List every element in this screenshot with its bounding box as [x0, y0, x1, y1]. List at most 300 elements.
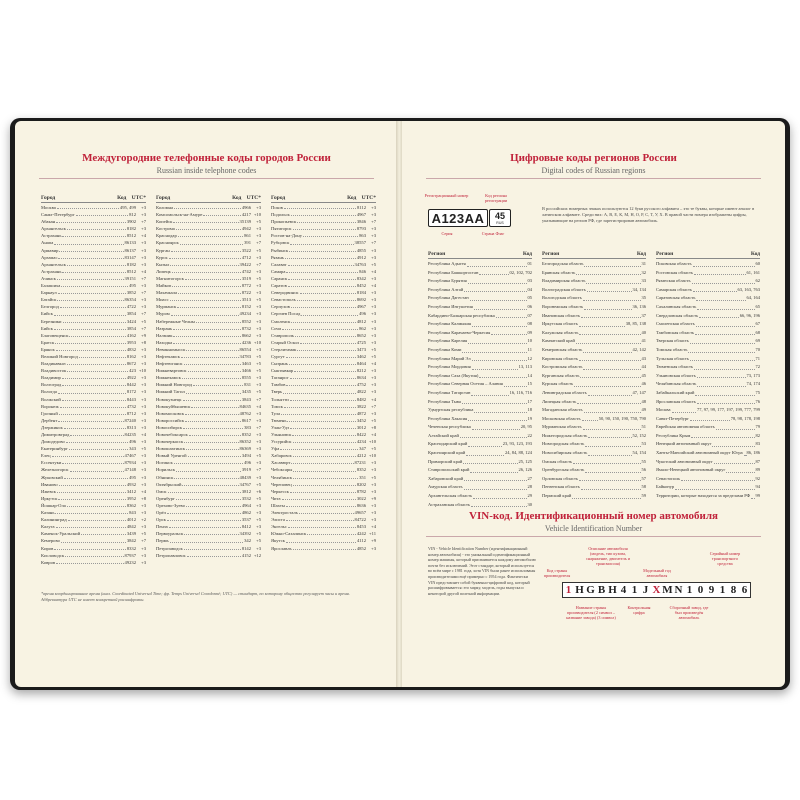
leader-dots	[468, 283, 527, 284]
leader-dots	[280, 449, 358, 450]
phone-code-row	[156, 481, 261, 488]
region-name: Магаданская область	[542, 407, 583, 413]
phone-code-row	[41, 367, 146, 374]
phone-code-row	[271, 360, 376, 367]
phone-code: 4872	[356, 410, 366, 416]
phone-code-row	[271, 374, 376, 381]
city-name: Хасавюрт	[271, 460, 291, 466]
leader-dots	[471, 506, 527, 507]
leader-dots	[182, 485, 238, 486]
phone-code: 831	[244, 382, 251, 388]
phone-code: 4932	[126, 481, 136, 487]
utc-offset: +3	[371, 304, 376, 310]
leader-dots	[583, 352, 631, 353]
city-name: Балашиха	[41, 283, 61, 289]
leader-dots	[67, 265, 126, 266]
region-column-header	[542, 251, 646, 259]
leader-dots	[574, 386, 640, 387]
region-name: Астраханская область	[428, 501, 470, 507]
city-name: Белгород	[41, 304, 59, 310]
utc-offset: +5	[371, 261, 376, 267]
leader-dots	[57, 300, 123, 301]
leader-dots	[474, 412, 526, 413]
phone-code: 3522	[241, 247, 251, 253]
leader-dots	[288, 265, 354, 266]
region-column-header	[428, 251, 532, 259]
region-name: Рязанская область	[656, 278, 691, 284]
utc-offset: +3	[256, 382, 261, 388]
utc-offset: +10	[138, 368, 146, 374]
region-name: Ульяновская область	[656, 372, 696, 378]
region-name: Республика Адыгея	[428, 261, 466, 266]
leader-dots	[69, 449, 128, 450]
city-name: Элиста	[271, 517, 285, 523]
phone-code-row	[156, 417, 261, 424]
leader-dots	[474, 309, 527, 310]
region-row	[542, 406, 646, 415]
region-code: 17	[527, 398, 532, 404]
utc-offset: +5	[256, 247, 261, 253]
region-code: 44	[641, 364, 646, 370]
region-name: Архангельская область	[428, 493, 473, 499]
leader-dots	[186, 506, 241, 507]
header-utc: UTC*	[131, 195, 146, 201]
leader-dots	[67, 506, 126, 507]
leader-dots	[181, 357, 239, 358]
region-code: 71	[755, 355, 760, 361]
utc-offset: +5	[371, 417, 376, 423]
phone-code: 496	[244, 460, 251, 466]
phone-code: 3532	[241, 495, 251, 501]
label-country-flag: Страна Флаг	[481, 231, 505, 236]
leader-dots	[582, 420, 598, 421]
phone-code: 495, 499	[119, 205, 136, 210]
leader-dots	[60, 307, 126, 308]
phone-code-row	[271, 289, 376, 296]
leader-dots	[714, 463, 755, 464]
city-name: Смоленск	[271, 318, 291, 324]
city-name: Находка	[156, 339, 173, 345]
phone-code: 8482	[356, 396, 366, 402]
region-row	[542, 372, 646, 381]
region-name: Кабардино-Балкарская республика	[428, 312, 495, 318]
phone-code-row	[41, 488, 146, 495]
header-city: Город	[41, 195, 56, 201]
city-name: Абакан	[41, 219, 56, 225]
phone-code-row	[156, 381, 261, 388]
region-row	[428, 269, 532, 278]
phone-code: 48762	[239, 410, 251, 416]
region-row	[656, 466, 760, 475]
phone-code-row	[41, 239, 146, 246]
phone-code: 4922	[126, 375, 136, 381]
phone-code: 8652	[356, 332, 366, 338]
region-name: Новосибирская область	[542, 450, 588, 456]
utc-offset: +7	[141, 219, 146, 225]
leader-dots	[464, 489, 527, 490]
phone-code: 87937	[124, 552, 136, 558]
phone-code-row	[156, 396, 261, 403]
city-name: Тверь	[271, 389, 283, 395]
utc-offset: +4	[371, 432, 376, 437]
region-code: 18	[527, 407, 532, 413]
region-name: Республика Мордовия	[428, 364, 471, 370]
phone-code-row	[271, 410, 376, 417]
phone-code: 495	[129, 283, 136, 289]
phone-column-1	[41, 195, 146, 566]
region-code: 74, 174	[746, 381, 760, 387]
phone-code: 8512	[126, 268, 136, 274]
leader-dots	[472, 360, 527, 361]
phone-code-row	[271, 523, 376, 530]
phone-code-row	[41, 303, 146, 310]
leader-dots	[59, 414, 126, 415]
phone-code-row	[271, 516, 376, 523]
phone-code-row	[271, 204, 376, 211]
region-row	[428, 337, 532, 346]
phone-code: 8692	[356, 297, 366, 303]
utc-offset: +5	[256, 353, 261, 359]
region-name: Тульская область	[656, 355, 689, 361]
city-name: Нефтекамск	[156, 353, 180, 359]
leader-dots	[184, 442, 238, 443]
phone-code: 3919	[241, 467, 251, 473]
utc-offset: +3	[256, 432, 261, 437]
phone-code-row	[41, 310, 146, 317]
leader-dots	[291, 215, 356, 216]
region-code: 89	[755, 467, 760, 473]
phone-code-row	[271, 445, 376, 452]
phone-code: 861	[244, 233, 251, 239]
phone-code: 8152	[241, 304, 251, 310]
utc-offset: +3	[141, 396, 146, 402]
region-row	[656, 458, 760, 467]
phone-code-row	[41, 403, 146, 410]
utc-offset: +4	[371, 283, 376, 289]
vin-char: B	[597, 584, 606, 596]
vin-label-assembly-plant: Сборочный завод, где был произведён автомобиль	[669, 605, 709, 620]
region-code: 24, 84, 88, 124	[505, 450, 532, 456]
city-name: Киров	[41, 545, 54, 551]
phone-code: 3843	[241, 396, 251, 402]
city-name: Новошахтинск	[156, 446, 186, 452]
utc-offset: +3	[141, 474, 146, 480]
region-name: Республика Северная Осетия – Алания	[428, 381, 503, 387]
region-row	[656, 286, 760, 295]
city-name: Октябрьский	[156, 481, 182, 487]
utc-offset: +6	[256, 488, 261, 494]
phone-code-row	[156, 516, 261, 523]
region-name: Республика Алтай	[428, 286, 464, 292]
leader-dots	[293, 229, 356, 230]
region-name: Республика Татарстан	[428, 389, 471, 395]
region-row	[542, 483, 646, 492]
region-name: Свердловская область	[656, 312, 699, 318]
city-name: Новый Уренгой	[156, 453, 187, 459]
region-code: 94	[755, 484, 760, 490]
city-name: Серпухов	[271, 304, 290, 310]
leader-dots	[180, 244, 243, 245]
region-row	[428, 363, 532, 372]
region-name: Новгородская область	[542, 441, 585, 447]
leader-dots	[59, 485, 126, 486]
utc-offset: +3	[256, 283, 261, 289]
phone-code-row	[41, 318, 146, 325]
leader-dots	[185, 279, 241, 280]
utc-offset: +5	[141, 531, 146, 537]
leader-dots	[61, 542, 126, 543]
phone-column-3	[271, 195, 376, 552]
utc-offset: +7	[371, 403, 376, 409]
leader-dots	[694, 274, 746, 275]
leader-dots	[584, 266, 640, 267]
city-name: Майкоп	[156, 283, 172, 289]
region-name: Севастополь	[656, 475, 681, 481]
vin-char: 9	[708, 584, 715, 596]
phone-code: 343	[129, 446, 136, 452]
phone-code-row	[156, 509, 261, 516]
phone-code-row	[41, 232, 146, 239]
utc-offset: +3	[141, 510, 146, 516]
phone-code-row	[41, 261, 146, 268]
phone-code: 3953	[126, 339, 136, 345]
city-name: Волгоград	[41, 382, 62, 388]
region-code: 46	[641, 381, 646, 387]
leader-dots	[303, 236, 358, 237]
vin-label-country-name: Название страны производителя (2 символ – название завода) (3 символ)	[566, 605, 616, 620]
leader-dots	[716, 429, 755, 430]
city-name: Каменск-Уральский	[41, 531, 81, 537]
leader-dots	[173, 222, 238, 223]
city-name: Ульяновск	[271, 432, 292, 437]
region-code: 02, 102, 702	[509, 269, 532, 275]
phone-code-row	[156, 545, 261, 552]
city-name: Томск	[271, 403, 283, 409]
utc-offset: +3	[371, 410, 376, 416]
city-name: Чебоксары	[271, 467, 293, 473]
phone-code: 4722	[126, 304, 136, 310]
leader-dots	[196, 322, 241, 323]
phone-code-row	[41, 254, 146, 261]
region-name: Республика Башкортостан	[428, 269, 479, 275]
leader-dots	[581, 317, 640, 318]
phone-code-row	[271, 232, 376, 239]
phone-code: 49657	[354, 510, 366, 516]
phone-code-row	[156, 530, 261, 537]
region-code: 45	[641, 372, 646, 378]
utc-offset: +3	[371, 488, 376, 494]
utc-offset: +9	[141, 332, 146, 338]
region-row	[656, 363, 760, 372]
region-row	[428, 501, 532, 510]
utc-offset: +4	[371, 396, 376, 402]
phone-code: 34783	[239, 353, 251, 359]
leader-dots	[585, 446, 640, 447]
region-name: Ямало-Ненецкий автономный округ	[656, 467, 726, 473]
utc-offset: +3	[256, 268, 261, 274]
phone-code-row	[41, 275, 146, 282]
phone-code-row	[271, 438, 376, 445]
region-name: Алтайский край	[428, 432, 459, 438]
region-code: 61, 161	[746, 269, 760, 275]
leader-dots	[189, 435, 241, 436]
utc-offset: +3	[141, 403, 146, 409]
phone-code: 3022	[356, 495, 366, 501]
phone-code: 4725	[356, 339, 366, 345]
utc-offset: +5	[256, 481, 261, 487]
utc-offset: +3	[371, 375, 376, 381]
leader-dots	[62, 400, 126, 401]
phone-code: 4942	[241, 226, 251, 232]
header-right	[347, 195, 376, 201]
city-name: Первоуральск	[156, 531, 184, 537]
leader-dots	[300, 293, 356, 294]
region-name: Пермский край	[542, 493, 572, 499]
phone-code-row	[41, 502, 146, 509]
phone-code-row	[156, 388, 261, 395]
city-name: Севастополь	[271, 297, 296, 303]
region-name: Хабаровский край	[428, 475, 464, 481]
phone-code: 3842	[126, 538, 136, 544]
city-name: Черкесск	[271, 488, 289, 494]
city-name: Новочеркасск	[156, 439, 184, 445]
phone-code-row	[156, 296, 261, 303]
leader-dots	[581, 489, 641, 490]
utc-offset: +7	[141, 311, 146, 317]
region-code: 12	[527, 355, 532, 361]
phone-code-row	[271, 211, 376, 218]
region-row	[656, 406, 760, 415]
utc-offset: +5	[256, 531, 261, 537]
leader-dots	[54, 549, 126, 550]
region-name: Ярославская область	[656, 398, 696, 404]
leader-dots	[583, 300, 641, 301]
region-row	[542, 380, 646, 389]
phone-code-row	[41, 559, 146, 566]
region-row	[542, 449, 646, 458]
phone-code-row	[271, 431, 376, 438]
phone-code-row	[41, 211, 146, 218]
phone-code-row	[271, 282, 376, 289]
region-code: 31	[641, 261, 646, 266]
column-header	[41, 195, 146, 203]
phone-code: 86133	[124, 240, 136, 246]
city-name: Ковров	[41, 559, 56, 565]
region-row	[542, 458, 646, 467]
leader-dots	[184, 534, 238, 535]
utc-offset: +7	[256, 424, 261, 430]
utc-offset: +12	[253, 552, 261, 558]
region-name: Республика Калмыкия	[428, 321, 471, 327]
utc-offset: +8	[141, 339, 146, 345]
leader-dots	[467, 266, 527, 267]
phone-code: 3424	[126, 318, 136, 324]
phone-column-2	[156, 195, 261, 559]
region-name: Владимирская область	[542, 278, 586, 284]
phone-code-row	[41, 325, 146, 332]
city-name: Подольск	[271, 212, 290, 218]
leader-dots	[712, 446, 754, 447]
phone-code: 87934	[124, 460, 136, 466]
region-row	[656, 337, 760, 346]
phone-code-row	[271, 339, 376, 346]
utc-offset: +3	[141, 283, 146, 289]
city-name: Новокуйбышевск	[156, 403, 191, 409]
leader-dots	[188, 371, 241, 372]
phone-code-row	[156, 452, 261, 459]
utc-offset: +3	[256, 254, 261, 260]
region-code: 36, 136	[632, 303, 646, 309]
phone-code-row	[41, 417, 146, 424]
region-name: Псковская область	[656, 261, 692, 266]
region-code: 20, 95	[520, 424, 532, 430]
city-name: Электросталь	[271, 510, 298, 516]
region-name: Чеченская республика	[428, 424, 471, 430]
region-name: Тамбовская область	[656, 329, 695, 335]
leader-dots	[67, 229, 126, 230]
phone-code-row	[271, 388, 376, 395]
region-name: Забайкальский край	[656, 389, 695, 395]
phone-code-row	[41, 296, 146, 303]
phone-code: 3852	[126, 290, 136, 296]
leader-dots	[291, 463, 353, 464]
leader-dots	[297, 222, 356, 223]
region-row	[542, 475, 646, 484]
region-row	[542, 277, 646, 286]
region-code: 29	[527, 493, 532, 499]
leader-dots	[289, 251, 356, 252]
leader-dots	[307, 534, 356, 535]
region-row	[542, 329, 646, 338]
region-row	[656, 320, 760, 329]
region-row	[542, 312, 646, 321]
city-name: Новочебоксарск	[156, 432, 188, 437]
utc-offset: +3	[371, 481, 376, 487]
phone-code-row	[271, 545, 376, 552]
city-name: Димитровград	[41, 432, 70, 437]
plate-region-code: 45	[494, 210, 505, 221]
utc-offset: +5	[256, 495, 261, 501]
leader-dots	[55, 343, 126, 344]
vin-label-country-code: Код страны производителя	[543, 568, 571, 578]
leader-dots	[171, 315, 239, 316]
city-name: Нальчик	[156, 332, 173, 338]
phone-code: 8722	[241, 290, 251, 296]
region-name: Смоленская область	[656, 321, 695, 327]
region-name: Томская область	[656, 346, 688, 352]
region-row	[542, 415, 646, 424]
region-code: 42, 142	[632, 346, 646, 352]
leader-dots	[57, 492, 126, 493]
utc-offset: +9	[371, 538, 376, 544]
city-name: Астрахань	[41, 233, 62, 239]
city-name: Великий Новгород	[41, 353, 78, 359]
utc-offset: +5	[141, 446, 146, 452]
region-row	[656, 440, 760, 449]
header-region: Регион	[542, 251, 560, 257]
phone-code-row	[41, 552, 146, 559]
phone-code: 8182	[126, 261, 136, 267]
utc-offset: +7	[256, 240, 261, 246]
leader-dots	[297, 300, 356, 301]
region-code: 82	[755, 432, 760, 438]
leader-dots	[288, 527, 356, 528]
region-name: Оренбургская область	[542, 467, 585, 473]
phone-code: 383	[244, 424, 251, 430]
region-row	[656, 346, 760, 355]
phone-code: 4162	[126, 332, 136, 338]
region-name: Республика Карелия	[428, 338, 468, 344]
